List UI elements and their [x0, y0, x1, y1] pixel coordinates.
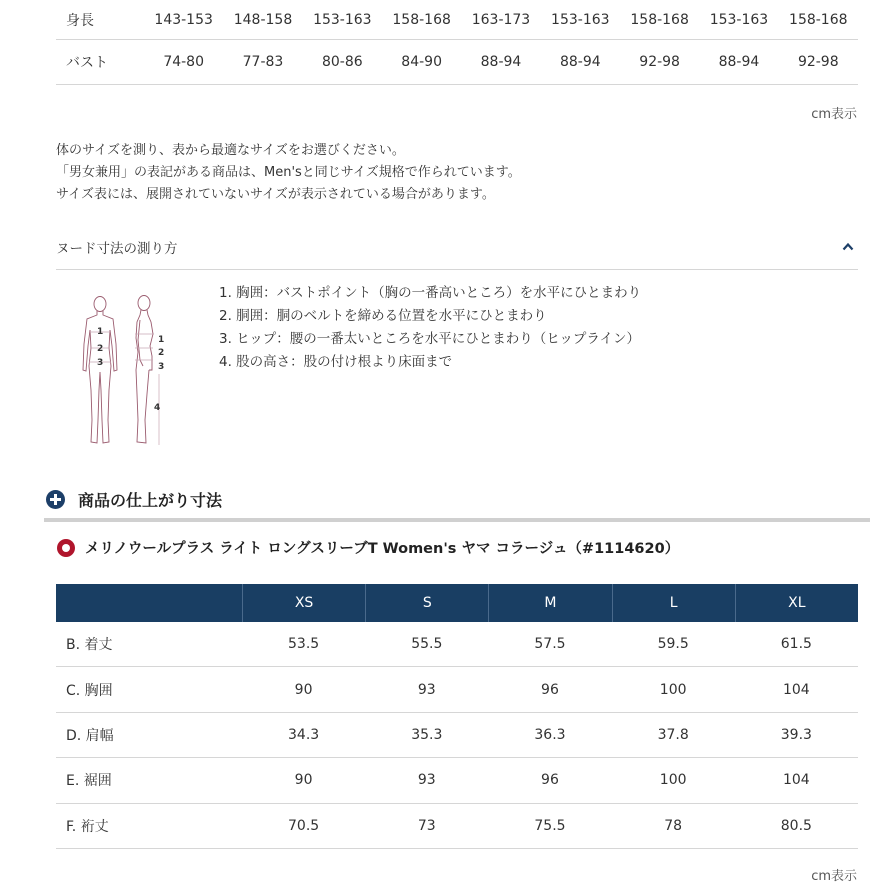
instruction-item: 1. 胸囲：バストポイント（胸の一番高いところ）を水平にひとまわり — [219, 285, 642, 301]
table-cell: 70.5 — [288, 817, 320, 834]
figure-marker: 4 — [154, 403, 161, 413]
row-label: E. 裾囲 — [66, 773, 112, 790]
table-cell: 36.3 — [534, 726, 566, 743]
table-cell: 96 — [541, 681, 559, 698]
table-cell: 35.3 — [411, 726, 443, 743]
figure-marker: 1 — [158, 335, 165, 345]
instruction-item: 4. 股の高さ：股の付け根より床面まで — [219, 354, 453, 370]
plus-circle-icon — [46, 490, 65, 509]
table-cell: 158-168 — [630, 11, 689, 28]
body-measurement-diagram — [78, 290, 170, 452]
table-cell: 37.8 — [657, 726, 689, 743]
note-line: 「男女兼用」の表記がある商品は、Men'sと同じサイズ規格で作られています。 — [56, 165, 521, 180]
instruction-item: 3. ヒップ：腰の一番太いところを水平にひとまわり（ヒップライン） — [219, 331, 640, 347]
instruction-item: 2. 胴囲：胴のベルトを締める位置を水平にひとまわり — [219, 308, 547, 324]
table-cell: 90 — [294, 772, 313, 789]
table-cell: 153-163 — [709, 11, 769, 28]
table-cell: 100 — [659, 681, 687, 698]
row-label: 身長 — [66, 12, 94, 29]
table-cell: 59.5 — [657, 636, 689, 653]
figure-marker: 2 — [158, 348, 165, 358]
table-cell: 88-94 — [718, 54, 760, 70]
table-row — [56, 713, 858, 758]
finished-dimensions-heading — [46, 488, 222, 511]
finished-size-table — [56, 584, 858, 849]
table-cell: 143-153 — [154, 11, 213, 28]
table-cell: 148-158 — [233, 11, 293, 28]
table-cell: 61.5 — [780, 636, 812, 653]
table-cell: 158-168 — [789, 11, 848, 28]
header-size-cell: XL — [735, 584, 858, 622]
table-cell: 55.5 — [411, 636, 443, 653]
table-cell: 92-98 — [639, 54, 680, 70]
table-row — [56, 804, 858, 849]
table-cell: 153-163 — [313, 11, 372, 28]
table-cell: 104 — [782, 681, 810, 698]
table-row-height — [56, 0, 858, 40]
product-title — [57, 537, 679, 558]
table-cell: 100 — [659, 772, 687, 789]
unit-note: cm表示 — [811, 107, 857, 122]
size-notes — [56, 140, 521, 206]
table-row — [56, 758, 858, 803]
body-size-table — [56, 0, 858, 85]
dot-circle-icon — [57, 539, 75, 557]
table-cell: 53.5 — [288, 636, 320, 653]
header-size-cell: L — [612, 584, 735, 622]
table-cell: 77-83 — [242, 54, 284, 70]
table-row — [56, 667, 858, 712]
table-cell: 153-163 — [551, 11, 610, 28]
table-cell: 34.3 — [288, 726, 320, 743]
table-cell: 163-173 — [471, 11, 531, 28]
section-title: 商品の仕上がり寸法 — [78, 491, 223, 510]
table-cell: 93 — [417, 772, 436, 789]
table-cell: 78 — [664, 817, 683, 834]
table-cell: 96 — [541, 772, 559, 789]
section-divider — [44, 518, 870, 522]
table-cell: 57.5 — [534, 636, 566, 653]
measurement-instructions — [219, 282, 641, 374]
table-cell: 80.5 — [780, 817, 812, 834]
figure-marker: 2 — [97, 344, 104, 354]
row-label: B. 着丈 — [66, 637, 113, 654]
row-label: C. 胸囲 — [66, 682, 113, 699]
table-cell: 88-94 — [559, 54, 601, 70]
header-size-cell: XS — [242, 584, 365, 622]
table-cell: 93 — [417, 681, 436, 698]
row-label: F. 裄丈 — [66, 818, 109, 835]
table-cell: 39.3 — [780, 726, 812, 743]
table-cell: 84-90 — [401, 54, 442, 70]
table-cell: 158-168 — [392, 11, 451, 28]
table-header — [56, 584, 858, 622]
table-cell: 104 — [782, 772, 810, 789]
note-line: サイズ表には、展開されていないサイズが表示されている場合があります。 — [56, 187, 495, 202]
accordion-title: ヌード寸法の測り方 — [56, 240, 178, 257]
table-cell: 74-80 — [163, 54, 204, 70]
row-label: D. 肩幅 — [66, 727, 114, 744]
header-size-cell: S — [365, 584, 488, 622]
nude-measure-accordion-header[interactable] — [56, 224, 858, 270]
header-size-cell: M — [488, 584, 611, 622]
note-line: 体のサイズを測り、表から最適なサイズをお選びください。 — [56, 143, 405, 158]
table-row-bust — [56, 40, 858, 85]
table-cell: 80-86 — [321, 54, 363, 70]
table-cell: 75.5 — [534, 817, 566, 834]
unit-note: cm表示 — [811, 869, 857, 884]
chevron-up-icon[interactable] — [842, 241, 854, 253]
table-cell: 92-98 — [797, 54, 839, 70]
table-cell: 90 — [294, 681, 313, 698]
header-blank-cell — [56, 584, 242, 622]
table-cell: 88-94 — [480, 54, 522, 70]
product-title-text: メリノウールプラス ライト ロングスリーブT Women's ヤマ コラージュ（#1114620） — [85, 541, 680, 557]
table-row — [56, 622, 858, 667]
table-cell: 73 — [417, 817, 436, 834]
figure-marker: 3 — [97, 358, 104, 368]
row-label: バスト — [66, 55, 108, 71]
figure-marker: 3 — [158, 362, 165, 372]
figure-marker: 1 — [97, 327, 104, 337]
